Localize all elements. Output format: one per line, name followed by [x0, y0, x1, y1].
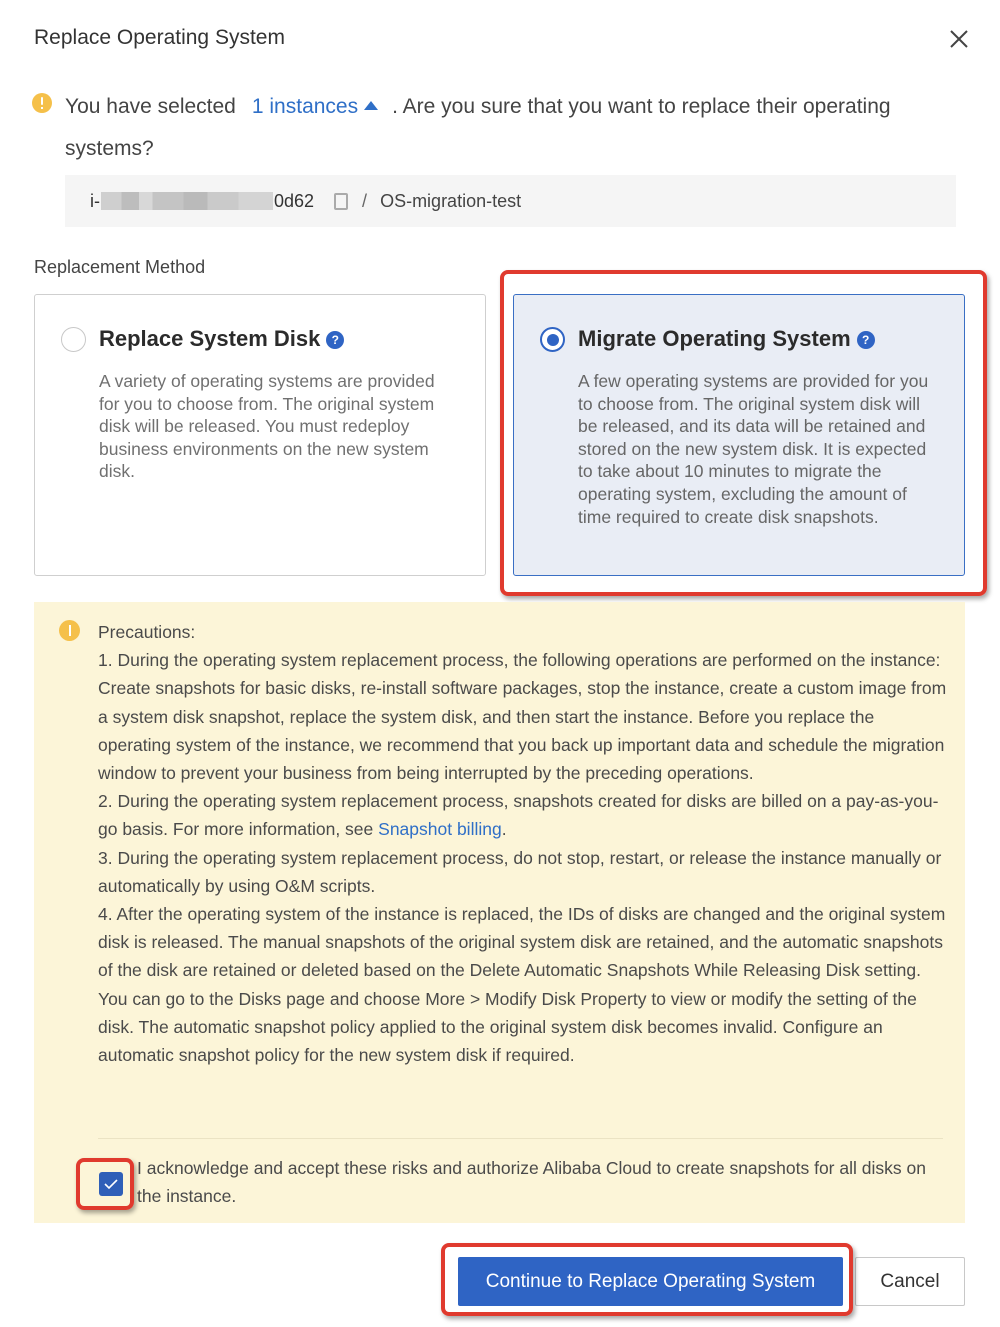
continue-replace-os-button[interactable]: Continue to Replace Operating System [458, 1257, 843, 1306]
precaution-item-3: 3. During the operating system replacement process, do not stop, restart, or release the instance manually or automatically by using O&M scripts. [98, 847, 942, 896]
divider [98, 1138, 943, 1139]
close-button[interactable] [946, 26, 972, 52]
instance-name: OS-migration-test [380, 190, 522, 211]
snapshot-billing-link[interactable]: Snapshot billing [378, 819, 502, 840]
radio-migrate-os[interactable] [540, 327, 565, 352]
instance-id-mask [101, 192, 273, 210]
confirm-suffix: . Are you sure that you want to replace their operating systems? [65, 95, 891, 160]
instances-link[interactable]: 1 instances [251, 95, 359, 118]
checkmark-icon [103, 1177, 119, 1191]
option-title: Migrate Operating System [578, 326, 851, 351]
help-icon[interactable]: ? [326, 331, 344, 349]
precaution-item-4: 4. After the operating system of the instance is replaced, the IDs of disks are changed and the original system disk is released. The manual snapshots of the original system disk are retained, and the automatic snapshots of the disk are retained or deleted based on the Delete Automatic Snapshots While Releasing Disk setting. You can go to the Disks page and choose More > Modify Disk Property to view or modify the setting of the disk. The automatic snapshot policy applied to the original system disk becomes invalid. Configure an automatic snapshot policy for the new system disk if required. [98, 904, 946, 1066]
acknowledge-checkbox[interactable] [99, 1172, 123, 1196]
instance-id-prefix: i- [90, 190, 100, 211]
instance-row [65, 175, 956, 227]
precaution-item-1: 1. During the operating system replacement process, the following operations are performed on the instance: Create snapshots for basic disks, re-install software packages, stop the instance, create a custom image from a system disk snapshot, replace the system disk, and then start the instance. Before you replace the operating system of the instance, we recommend that you back up important data and schedule the migration window to prevent your business from being interrupted by the preceding operations. [98, 650, 947, 784]
confirm-message [32, 86, 952, 170]
precautions-panel [34, 602, 965, 1223]
close-icon [946, 26, 972, 52]
option-migrate-os[interactable] [513, 294, 965, 576]
precaution-item-2: 2. During the operating system replacement process, snapshots created for disks are billed on a pay-as-you-go basis. For more information, see Snapshot billing. [98, 791, 939, 840]
separator: / [362, 190, 368, 211]
dialog-title: Replace Operating System [34, 26, 285, 49]
warning-icon [32, 93, 52, 113]
instance-id-suffix: 0d62 [274, 190, 315, 211]
acknowledge-text[interactable]: I acknowledge and accept these risks and authorize Alibaba Cloud to create snapshots for all disks on the instance. [137, 1158, 926, 1207]
option-description: A few operating systems are provided for you to choose from. The original system disk will be released, and its data will be retained and stored on the new system disk. It is expected to take about 10 minutes to migrate the operating system, excluding the amount of time required to create disk snapshots. [578, 371, 929, 527]
precautions-heading: Precautions: [98, 622, 196, 642]
caret-up-icon[interactable] [364, 101, 378, 110]
radio-replace-system-disk[interactable] [61, 327, 86, 352]
option-description: A variety of operating systems are provided for you to choose from. The original system disk will be released. You must redeploy business environments on the new system disk. [99, 371, 435, 482]
option-replace-system-disk[interactable] [34, 294, 486, 576]
option-title: Replace System Disk [99, 326, 321, 351]
cancel-button[interactable]: Cancel [855, 1257, 965, 1306]
help-icon[interactable]: ? [857, 331, 875, 349]
copy-icon[interactable] [334, 193, 348, 210]
warning-icon [59, 620, 80, 641]
confirm-prefix: You have selected [65, 95, 236, 118]
replacement-method-label: Replacement Method [34, 257, 206, 277]
